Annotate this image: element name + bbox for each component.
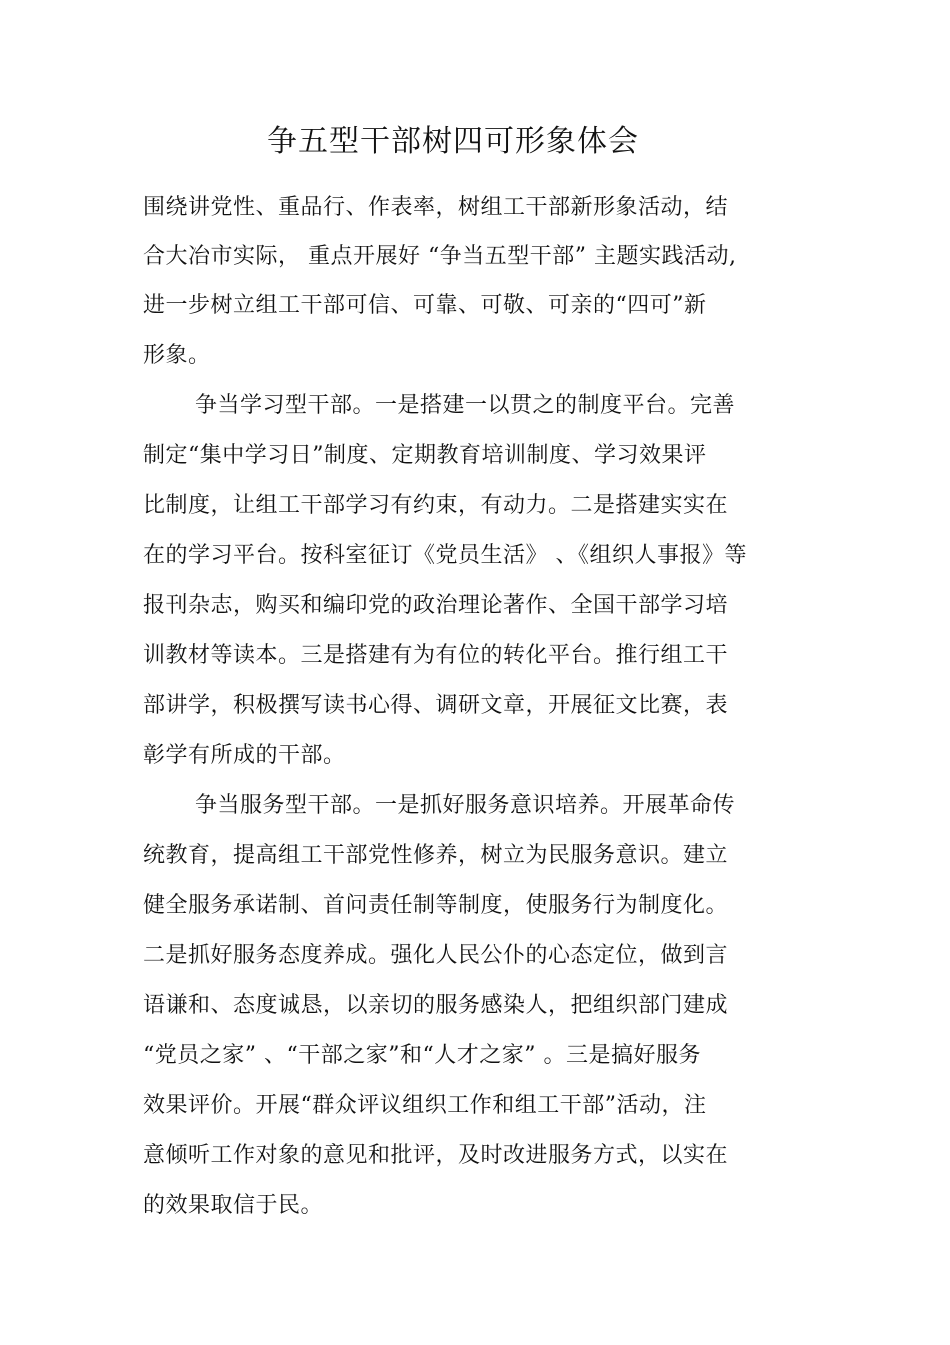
body-line: 制定“集中学习日”制度、定期教育培训制度、学习效果评 [143, 443, 707, 468]
body-line: “党员之家” 、“干部之家”和“人才之家” 。三是搞好服务 [143, 1043, 701, 1068]
body-line: 意倾听工作对象的意见和批评，及时改进服务方式，以实在 [143, 1143, 729, 1168]
body-line: 彰学有所成的干部。 [143, 743, 346, 768]
body-line: 部讲学，积极撰写读书心得、调研文章，开展征文比赛，表 [143, 693, 729, 718]
document-title: 争五型干部树四可形象体会 [267, 124, 639, 159]
body-line: 报刊杂志，购买和编印党的政治理论著作、全国干部学习培 [143, 593, 729, 618]
body-line: 训教材等读本。三是搭建有为有位的转化平台。推行组工干 [143, 643, 729, 668]
paragraph-start-line: 争当服务型干部。一是抓好服务意识培养。开展革命传 [195, 793, 736, 818]
body-line: 统教育，提高组工干部党性修养，树立为民服务意识。建立 [143, 843, 729, 868]
body-line: 效果评价。开展“群众评议组织工作和组工干部”活动，注 [143, 1093, 707, 1118]
body-line: 比制度，让组工干部学习有约束，有动力。二是搭建实实在 [143, 493, 729, 518]
body-line: 健全服务承诺制、首问责任制等制度，使服务行为制度化。 [143, 893, 729, 918]
paragraph-start-line: 争当学习型干部。一是搭建一以贯之的制度平台。完善 [195, 393, 736, 418]
body-line: 围绕讲党性、重品行、作表率，树组工干部新形象活动，结 [143, 195, 729, 220]
body-line: 在的学习平台。按科室征订《党员生活》 、《组织人事报》等 [143, 543, 747, 568]
body-line: 语谦和、态度诚恳，以亲切的服务感染人，把组织部门建成 [143, 993, 729, 1018]
body-line: 的效果取信于民。 [143, 1193, 324, 1218]
body-line: 进一步树立组工干部可信、可靠、可敬、可亲的“四可”新 [143, 293, 707, 318]
body-line: 合大冶市实际， 重点开展好 “争当五型干部” 主题实践活动, [143, 244, 737, 269]
body-line: 二是抓好服务态度养成。强化人民公仆的心态定位，做到言 [143, 943, 729, 968]
body-line: 形象。 [143, 343, 211, 368]
